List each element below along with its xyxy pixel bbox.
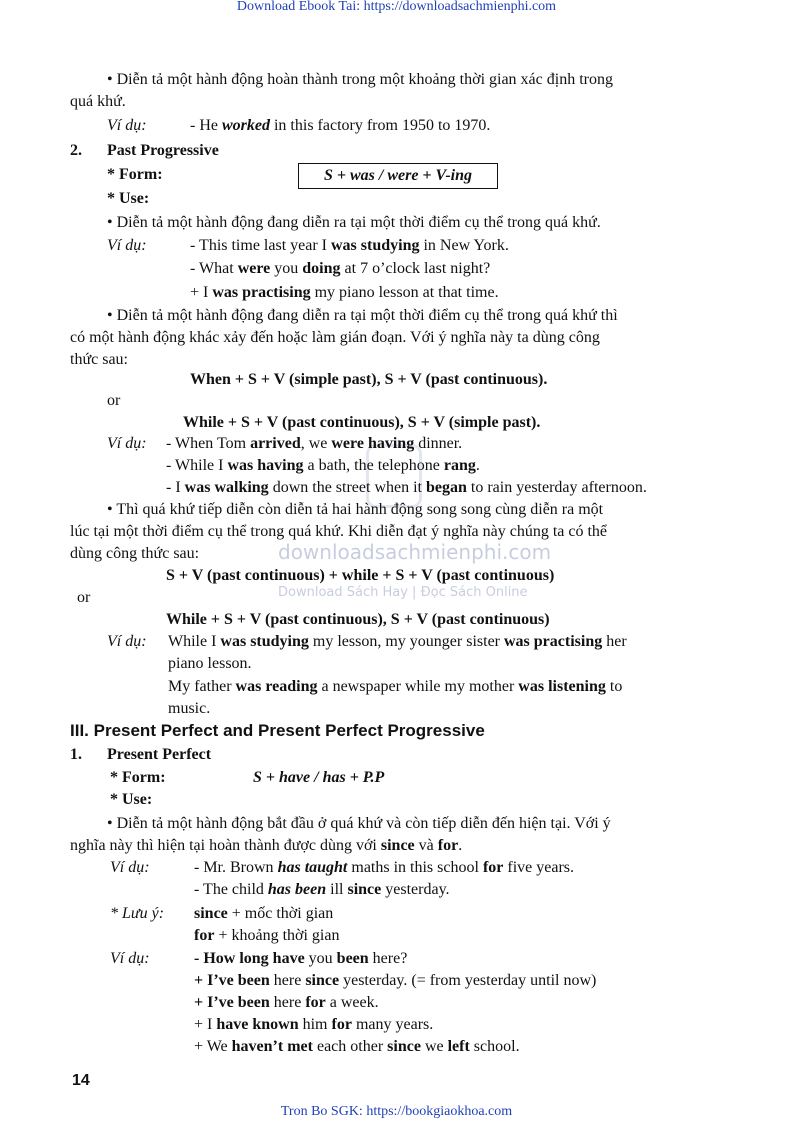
paragraph-line: dùng công thức sau: bbox=[70, 545, 200, 562]
paragraph-line: thức sau: bbox=[70, 351, 128, 368]
example-line: - The child has been ill since yesterday. bbox=[194, 881, 450, 898]
example-line: + I have known him for many years. bbox=[194, 1016, 434, 1033]
section-title: Present Perfect bbox=[107, 746, 212, 763]
example-label: Ví dụ: bbox=[107, 237, 147, 254]
example-line: - Mr. Brown has taught maths in this school for five years. bbox=[194, 859, 575, 876]
paragraph-line: • Diễn tả một hành động đang diễn ra tại một thời điểm cụ thể trong quá khứ. bbox=[107, 214, 601, 231]
formula-line: While + S + V (past continuous), S + V (past continuous) bbox=[166, 611, 550, 628]
example-line: - He worked in this factory from 1950 to 1970. bbox=[190, 117, 491, 134]
paragraph-line: • Thì quá khứ tiếp diễn còn diễn tả hai hành động song song cùng diễn ra một bbox=[107, 501, 604, 518]
section-title: Past Progressive bbox=[107, 142, 219, 159]
example-line: - When Tom arrived, we were having dinner. bbox=[166, 435, 463, 452]
example-line: + I was practising my piano lesson at that time. bbox=[190, 284, 499, 301]
watermark-subtext: Download Sách Hay | Đọc Sách Online bbox=[278, 585, 528, 600]
example-line: - I was walking down the street when it began to rain yesterday afternoon. bbox=[166, 479, 647, 496]
paragraph-line: • Diễn tả một hành động bắt đầu ở quá khứ và còn tiếp diễn đến hiện tại. Với ý bbox=[107, 815, 611, 832]
footer-link[interactable]: Tron Bo SGK: https://bookgiaokhoa.com bbox=[280, 1104, 513, 1119]
formula-line: While + S + V (past continuous), S + V (simple past). bbox=[183, 414, 541, 431]
note-label: * Lưu ý: bbox=[110, 905, 165, 922]
example-line: - What were you doing at 7 o’clock last night? bbox=[190, 260, 491, 277]
section-heading: III. Present Perfect and Present Perfect Progressive bbox=[70, 721, 485, 740]
paragraph-line: • Diễn tả một hành động hoàn thành trong một khoảng thời gian xác định trong bbox=[107, 71, 613, 88]
header-link[interactable]: Download Ebook Tai: https://downloadsachmienphi.com bbox=[236, 0, 557, 14]
paragraph-line: quá khứ. bbox=[70, 93, 126, 110]
formula-line: S + V (past continuous) + while + S + V (past continuous) bbox=[166, 567, 555, 584]
form-label: * Form: bbox=[110, 769, 166, 786]
paragraph-line: lúc tại một thời điểm cụ thể trong quá khứ. Khi diễn đạt ý nghĩa này chúng ta có thể bbox=[70, 523, 608, 540]
use-label: * Use: bbox=[107, 190, 150, 207]
form-label: * Form: bbox=[107, 166, 163, 183]
example-line: + I’ve been here for a week. bbox=[194, 994, 379, 1011]
note-line: since + mốc thời gian bbox=[194, 905, 334, 922]
example-line: - How long have you been here? bbox=[194, 950, 408, 967]
example-label: Ví dụ: bbox=[107, 117, 147, 134]
example-line: music. bbox=[168, 700, 211, 717]
paragraph-line: • Diễn tả một hành động đang diễn ra tại một thời điểm cụ thể trong quá khứ thì bbox=[107, 307, 618, 324]
example-label: Ví dụ: bbox=[107, 435, 147, 452]
formula-box: S + was / were + V-ing bbox=[298, 163, 498, 189]
paragraph-line: nghĩa này thì hiện tại hoàn thành được dùng với since và for. bbox=[70, 837, 463, 854]
formula-text: S + have / has + P.P bbox=[253, 769, 385, 786]
or-label: or bbox=[107, 392, 121, 409]
or-label: or bbox=[77, 589, 91, 606]
use-label: * Use: bbox=[110, 791, 153, 808]
page-number: 14 bbox=[72, 1072, 90, 1089]
example-line: + I’ve been here since yesterday. (= from yesterday until now) bbox=[194, 972, 597, 989]
example-line: piano lesson. bbox=[168, 655, 252, 672]
paragraph-line: có một hành động khác xảy đến hoặc làm gián đoạn. Với ý nghĩa này ta dùng công bbox=[70, 329, 600, 346]
section-number: 1. bbox=[70, 746, 82, 763]
example-label: Ví dụ: bbox=[107, 633, 147, 650]
formula-line: When + S + V (simple past), S + V (past continuous). bbox=[190, 371, 548, 388]
example-label: Ví dụ: bbox=[110, 859, 150, 876]
example-line: - This time last year I was studying in New York. bbox=[190, 237, 509, 254]
note-line: for + khoảng thời gian bbox=[194, 927, 340, 944]
watermark-text: downloadsachmienphi.com bbox=[278, 540, 552, 564]
example-line: + We haven’t met each other since we left school. bbox=[194, 1038, 520, 1055]
example-line: While I was studying my lesson, my younger sister was practising her bbox=[168, 633, 627, 650]
section-number: 2. bbox=[70, 142, 82, 159]
example-line: My father was reading a newspaper while my mother was listening to bbox=[168, 678, 623, 695]
example-label: Ví dụ: bbox=[110, 950, 150, 967]
example-line: - While I was having a bath, the telephone rang. bbox=[166, 457, 480, 474]
